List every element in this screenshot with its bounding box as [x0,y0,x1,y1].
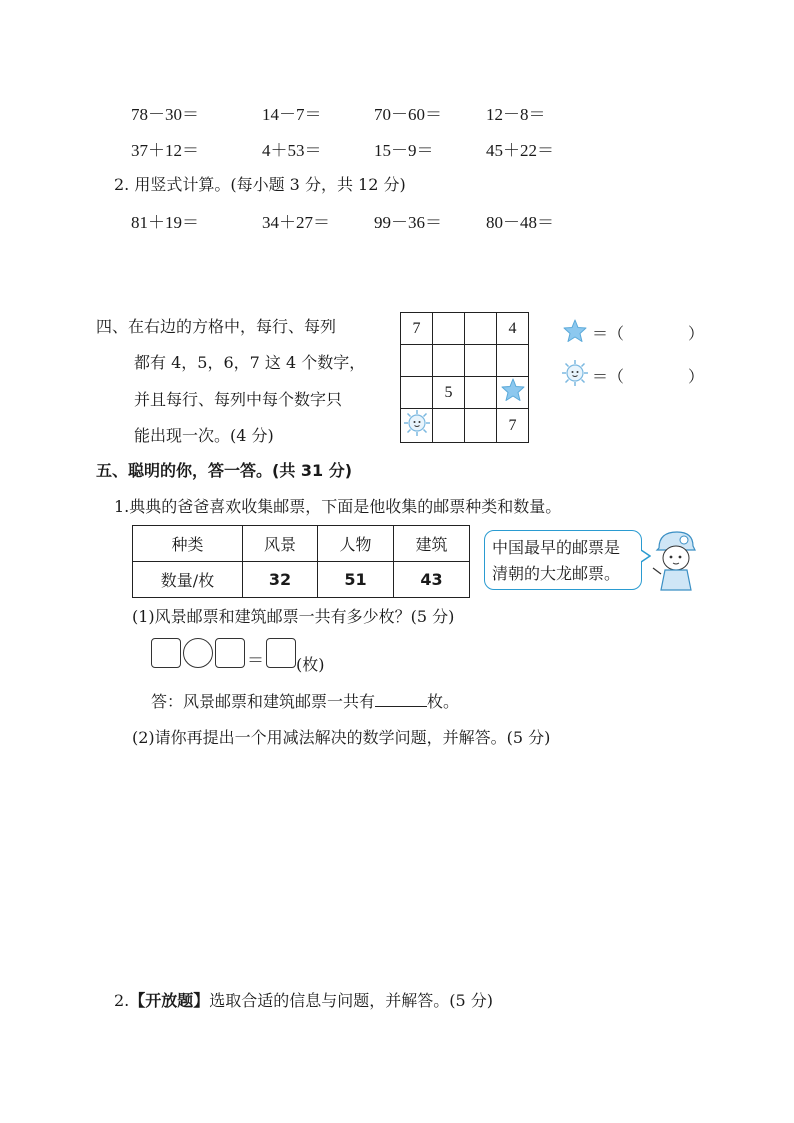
operator-circle[interactable] [183,638,213,668]
stamp-table [132,525,470,598]
speech-bubble [484,530,642,590]
number-grid [400,312,529,443]
grid-cell[interactable] [465,313,497,345]
vertical-calc-item: 80－48＝ [486,213,554,232]
oral-item: 70－60＝ [374,105,442,124]
question-5-sub2 [114,988,493,1011]
table-cell: 43 [394,562,470,598]
oral-item: 78－30＝ [131,105,199,124]
unit-label: (枚) [296,655,325,674]
grid-cell[interactable]: 7 [497,409,529,443]
part-1-question: (1)风景邮票和建筑邮票一共有多少枚？(5 分) [132,607,455,626]
grid-cell[interactable] [433,313,465,345]
grid-cell[interactable] [465,345,497,377]
oral-item: 45＋22＝ [486,141,554,160]
bubble-tail [641,549,651,563]
question-4-line: 都有 4，5，6，7 这 4 个数字， [134,353,366,372]
table-header-cell: 人物 [318,526,394,562]
grid-cell[interactable] [433,409,465,443]
answer-prefix: 答：风景邮票和建筑邮票一共有 [151,692,376,711]
table-header-cell: 风景 [243,526,318,562]
answer-box[interactable] [266,638,296,668]
vertical-calc-item: 81＋19＝ [131,213,199,232]
question-4-line: 能出现一次。(4 分) [134,426,274,445]
answer-box[interactable] [215,638,245,668]
answer-blank[interactable] [375,692,427,707]
star-icon [562,318,588,344]
vertical-calc-item: 34＋27＝ [262,213,330,232]
sun-answer-blank[interactable]: ＝（ ） [592,367,705,386]
question-2-title: 2. 用竖式计算。(每小题 3 分，共 12 分) [114,175,406,194]
bubble-line: 中国最早的邮票是 [492,538,621,557]
grid-cell[interactable]: 5 [433,377,465,409]
answer-box[interactable] [151,638,181,668]
oral-item: 4＋53＝ [262,141,322,160]
grid-cell[interactable] [497,345,529,377]
table-cell: 32 [243,562,318,598]
oral-item: 37＋12＝ [131,141,199,160]
table-cell: 51 [318,562,394,598]
oral-item: 12－8＝ [486,105,546,124]
open-question-tag: 【开放题】 [129,991,210,1010]
grid-cell[interactable] [433,345,465,377]
table-header-cell: 种类 [133,526,243,562]
answer-sentence [151,689,459,712]
question-4-line: 并且每行、每列中每个数字只 [134,390,343,409]
part-2-question: (2)请你再提出一个用减法解决的数学问题，并解答。(5 分) [132,728,551,747]
sub2-number: 2. [114,991,130,1010]
question-4-line: 四、在右边的方格中，每行、每列 [96,317,337,336]
grid-cell[interactable] [465,409,497,443]
bubble-line: 清朝的大龙邮票。 [492,564,621,583]
oral-item: 15－9＝ [374,141,434,160]
grid-cell[interactable] [401,377,433,409]
table-row-label: 数量/枚 [133,562,243,598]
oral-item: 14－7＝ [262,105,322,124]
star-icon [500,377,526,403]
grid-cell[interactable] [465,377,497,409]
equals-sign: ＝ [247,651,264,670]
sun-icon [561,359,589,387]
question-5-title: 五、聪明的你，答一答。(共 31 分) [96,461,353,480]
grid-cell-sun[interactable] [401,409,433,443]
vertical-calc-item: 99－36＝ [374,213,442,232]
answer-suffix: 枚。 [427,692,460,711]
grid-cell[interactable]: 4 [497,313,529,345]
table-header-cell: 建筑 [394,526,470,562]
child-illustration [651,528,699,592]
grid-cell-star[interactable] [497,377,529,409]
sun-icon [403,409,431,437]
grid-cell[interactable] [401,345,433,377]
question-5-sub1: 1.典典的爸爸喜欢收集邮票，下面是他收集的邮票种类和数量。 [114,497,562,516]
star-answer-blank[interactable]: ＝（ ） [592,324,705,343]
grid-cell[interactable]: 7 [401,313,433,345]
sub2-text: 选取合适的信息与问题，并解答。(5 分) [209,991,494,1010]
